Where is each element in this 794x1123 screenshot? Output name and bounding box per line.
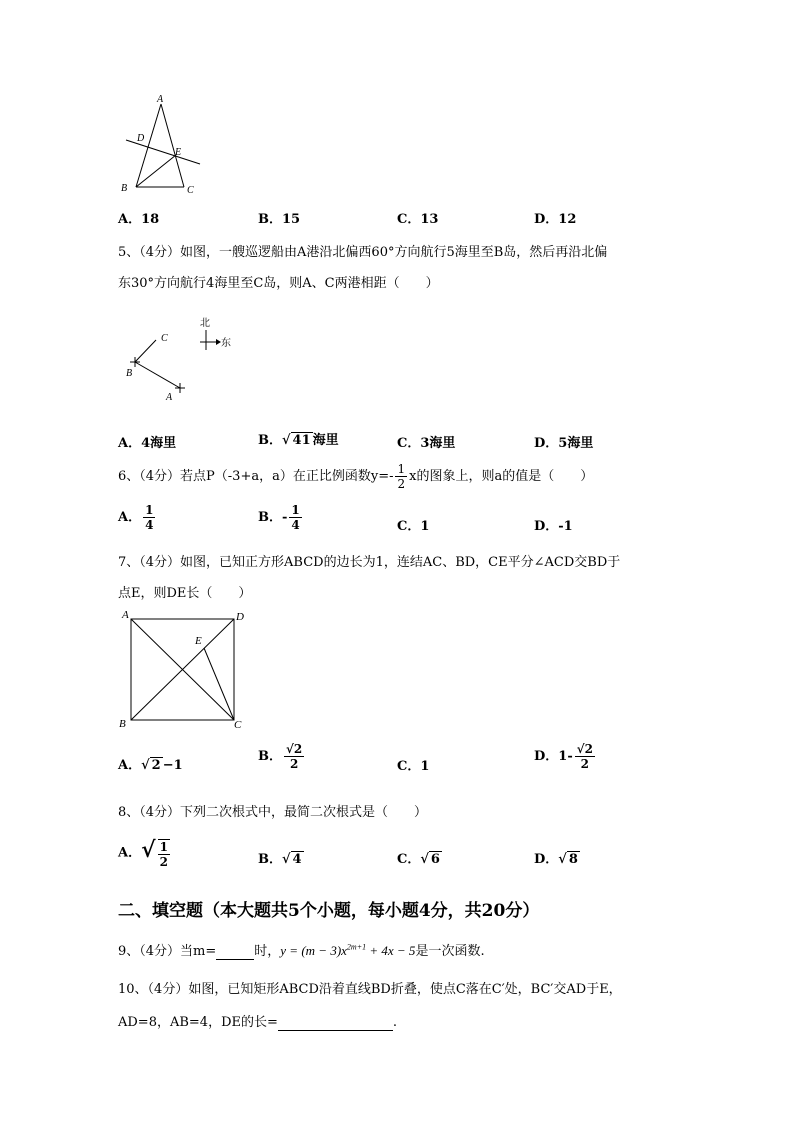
sqrt-41: √ 41	[282, 433, 311, 448]
q8-option-d: D．√ 8	[534, 852, 578, 867]
q10-answer-blank[interactable]	[278, 1015, 393, 1031]
q7-stem-line2: 点E，则DE长（ ）	[118, 586, 252, 601]
q5-option-d: D．5海里	[534, 436, 594, 451]
compass-north-label: 北	[200, 318, 210, 329]
q9-answer-blank[interactable]	[216, 944, 254, 960]
q6-stem: 6、（4分）若点P（-3+a，a）在正比例函数y=- $\frac{1}{2}$ x的图象上，则a的值是（ ）	[118, 462, 594, 491]
q5-stem-line1: 5、（4分）如图，一艘巡逻船由A港沿北偏西60°方向航行5海里至B岛，然后再沿北偏	[118, 245, 608, 260]
q10-stem-line1: 10、（4分）如图，已知矩形ABCD沿着直线BD折叠，使点C落在C′处，BC′交AD于E，	[118, 982, 622, 997]
q6-fraction: $\frac{1}{2}$	[397, 462, 406, 491]
fig1-label-c: C	[187, 185, 194, 196]
fig2-label-c: C	[161, 333, 168, 344]
q8-option-a: A．√ $\frac{1}{2}$	[118, 837, 168, 869]
q9-stem: 9、（4分）当m= 时，$y = (m - 3)x^{2m+1} + 4x - 5$是一次函数.	[118, 942, 485, 959]
q8-option-b: B．√ 4	[258, 852, 302, 867]
fig3-label-a: A	[122, 609, 129, 621]
fig1-label-d: D	[137, 133, 145, 144]
q6-option-b: B．- $\frac{1}{4}$	[258, 503, 300, 532]
q6-option-d: D．-1	[534, 519, 573, 534]
q5-option-b: B．√ 41 海里	[258, 433, 339, 448]
q10-stem-line2: AD=8，AB=4，DE的长= .	[118, 1015, 398, 1030]
q7-option-b: B． $\frac{√2}{2}$	[258, 742, 303, 771]
q5-stem-line2: 东30°方向航行4海里至C岛，则A、C两港相距（ ）	[118, 276, 439, 291]
q7-option-d: D．1- $\frac{√2}{2}$	[534, 742, 593, 771]
q4-option-a: A．18	[118, 212, 160, 227]
fig2-label-b: B	[126, 368, 133, 379]
q6-option-c: C．1	[397, 519, 430, 534]
fig1-label-e: E	[175, 147, 182, 158]
section-heading: 二、填空题（本大题共5个小题，每小题4分，共20分）	[118, 901, 540, 921]
fig3-label-d: D	[236, 611, 244, 623]
q4-option-c: C．13	[397, 212, 439, 227]
fig1-label-b: B	[121, 183, 128, 194]
compass-east-label: 东	[221, 338, 231, 349]
q7-option-a: A．√ 2 −1	[118, 758, 183, 773]
q7-stem-line1: 7、（4分）如图，已知正方形ABCD的边长为1，连结AC、BD，CE平分∠ACD交BD于	[118, 555, 621, 570]
square-figure	[116, 604, 250, 730]
q7-option-c: C．1	[397, 759, 430, 774]
navigation-figure	[118, 312, 238, 404]
q5-option-a: A．4海里	[118, 436, 177, 451]
q5-option-c: C．3海里	[397, 436, 456, 451]
q8-stem: 8、（4分）下列二次根式中，最简二次根式是（ ）	[118, 805, 428, 820]
fig1-label-a: A	[157, 94, 164, 105]
q8-option-c: C．√ 6	[397, 852, 440, 867]
fig3-label-b: B	[119, 718, 126, 730]
q4-option-b: B．15	[258, 212, 301, 227]
fig3-label-e: E	[195, 635, 202, 647]
fig3-label-c: C	[234, 719, 242, 730]
triangle-figure	[118, 92, 208, 197]
q4-option-d: D．12	[534, 212, 577, 227]
fig2-label-a: A	[166, 392, 173, 403]
q6-option-a: A． $\frac{1}{4}$	[118, 503, 154, 532]
